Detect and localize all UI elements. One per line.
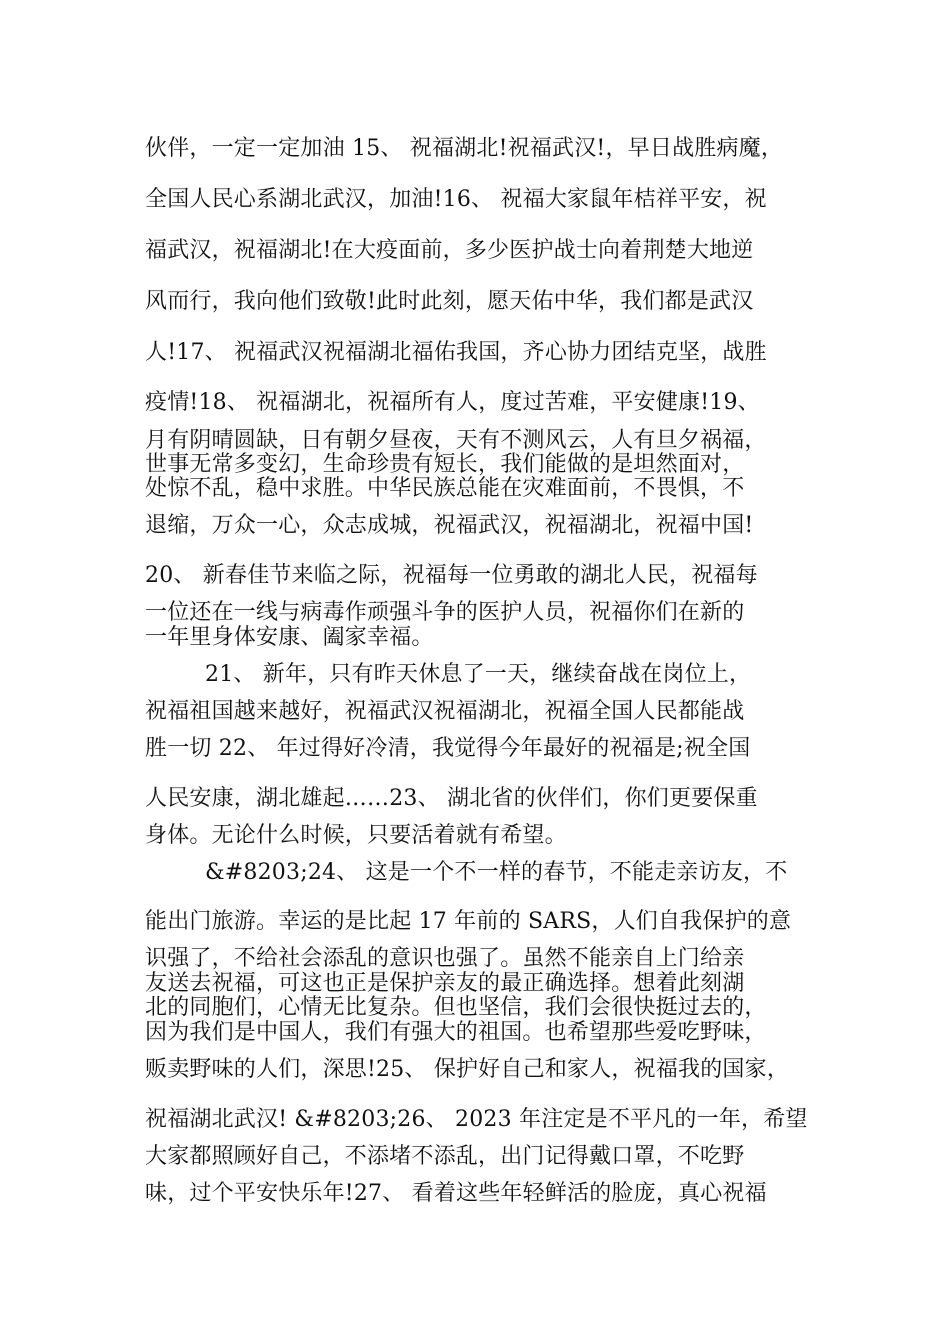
text-line: 人!17、 祝福武汉祝福湖北福佑我国，齐心协力团结克坚，战胜 <box>145 340 767 365</box>
text-line: 大家都照顾好自己，不添堵不添乱，出门记得戴口罩，不吃野 <box>145 1144 745 1169</box>
text-line: 20、 新春佳节来临之际，祝福每一位勇敢的湖北人民，祝福每 <box>145 563 758 588</box>
text-line: 人民安康，湖北雄起……23、 湖北省的伙伴们，你们更要保重 <box>145 786 758 811</box>
text-line: 处惊不乱，稳中求胜。中华民族总能在灾难面前，不畏惧，不 <box>145 476 745 501</box>
text-line: 能出门旅游。幸运的是比起 17 年前的 SARS，人们自我保护的意 <box>145 909 792 934</box>
text-line: 月有阴晴圆缺，日有朝夕昼夜，天有不测风云，人有旦夕祸福， <box>145 428 767 453</box>
text-line: 疫情!18、 祝福湖北，祝福所有人，度过苦难，平安健康!19、 <box>145 390 760 415</box>
text-line: 身体。无论什么时候，只要活着就有希望。 <box>145 823 567 848</box>
text-line: 伙伴，一定一定加油 15、 祝福湖北!祝福武汉!，早日战胜病魔， <box>145 136 784 161</box>
text-line: 识强了，不给社会添乱的意识也强了。虽然不能亲自上门给亲 <box>145 946 745 971</box>
text-line: 一年里身体安康、阖家幸福。 <box>145 625 434 650</box>
text-line: 北的同胞们，心情无比复杂。但也坚信，我们会很快挺过去的， <box>145 995 767 1020</box>
text-line: 味，过个平安快乐年!27、 看着这些年轻鲜活的脸庞，真心祝福 <box>145 1181 767 1206</box>
text-line: 友送去祝福，可这也正是保护亲友的最正确选择。想着此刻湖 <box>145 971 745 996</box>
text-line: 祝福湖北武汉! &#8203;26、 2023 年注定是不平凡的一年，希望 <box>145 1107 808 1132</box>
text-line: &#8203;24、 这是一个不一样的春节，不能走亲访友，不 <box>205 860 788 885</box>
text-line: 因为我们是中国人，我们有强大的祖国。也希望那些爱吃野味， <box>145 1020 767 1045</box>
text-line: 祝福祖国越来越好，祝福武汉祝福湖北，祝福全国人民都能战 <box>145 699 745 724</box>
text-line: 世事无常多变幻，生命珍贵有短长，我们能做的是坦然面对， <box>145 452 745 477</box>
text-line: 21、 新年，只有昨天休息了一天，继续奋战在岗位上， <box>205 662 752 687</box>
text-line: 全国人民心系湖北武汉，加油!16、 祝福大家鼠年桔祥平安，祝 <box>145 187 767 212</box>
text-line: 风而行，我向他们致敬!此时此刻，愿天佑中华，我们都是武汉 <box>145 289 754 314</box>
text-line: 福武汉，祝福湖北!在大疫面前，多少医护战士向着荆楚大地逆 <box>145 238 754 263</box>
text-line: 胜一切 22、 年过得好冷清，我觉得今年最好的祝福是;祝全国 <box>145 736 751 761</box>
text-line: 退缩，万众一心，众志成城，祝福武汉，祝福湖北，祝福中国! <box>145 513 754 538</box>
text-line: 一位还在一线与病毒作顽强斗争的医护人员，祝福你们在新的 <box>145 600 745 625</box>
text-line: 贩卖野味的人们，深思!25、 保护好自己和家人，祝福我的国家， <box>145 1057 790 1082</box>
